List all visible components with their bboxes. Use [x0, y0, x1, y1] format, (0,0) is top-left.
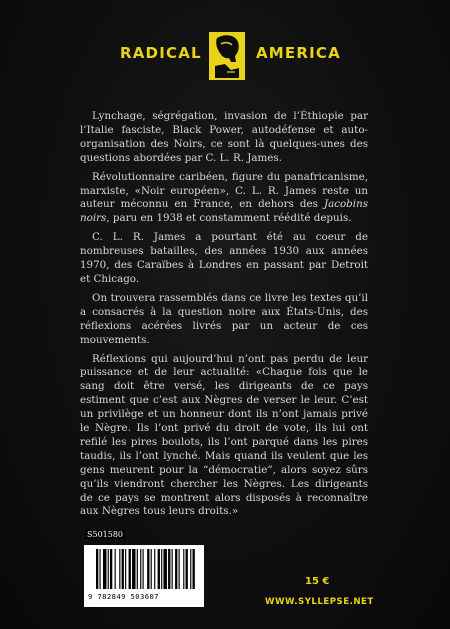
blurb-paragraph-4: On trouvera rassemblés dans ce livre les textes qu’il a consacrés à la question noire aux États-Unis, des réflexions acérées livrés par un acteur de ces mouvements. — [80, 291, 368, 346]
product-code: S501580 — [87, 530, 124, 539]
collection-header — [0, 32, 450, 78]
brand-radical: RADICAL — [120, 44, 202, 62]
blurb-paragraph-1: Lynchage, ségrégation, invasion de l’Éthiopie par l’Italie fasciste, Black Power, autodéfense et auto-organisation des Noirs, ce sont là quelques-unes des questions abordées par C. L. R. James. — [80, 110, 368, 164]
blurb-paragraph-3: C. L. R. James a pourtant été au coeur de nombreuses batailles, des années 1930 aux années 1970, des Caraïbes à Londres en passant par Detroit et Chicago. — [80, 231, 368, 285]
barcode — [84, 545, 204, 607]
barcode-bars — [96, 549, 196, 589]
price: 15 € — [305, 576, 330, 587]
publisher-website: WWW.SYLLEPSE.NET — [265, 597, 374, 607]
blurb-paragraph-5: Réflexions qui aujourd’hui n’ont pas perdu de leur puissance et de leur actualité: «Chaque fois que le sang doit être versé, les dirigeants de ce pays estiment que c’est aux Nègres de verser le leur. C’est un privilège et un honneur dont ils n’ont jamais privé le Nègre. Ils l’ont privé du droit de vote, ils lui ont refilé les pires boulots, ils l’ont parqué dans les pires taudis, ils l’ont lynché. Mais quand ils veulent que les gens meurent pour la “démocratie”, alors soyez sûrs qu’ils viendront chercher les Nègres. Les dirigeants de ce pays se montrent alors disposés à reconnaître aux Nègres tous leurs droits.» — [80, 352, 368, 518]
blurb-paragraph-2: Révolutionnaire caribéen, figure du panafricanisme, marxiste, «Noir européen», C. L. R. James reste un auteur méconnu en France, en dehors des Jacobins noirs, paru en 1938 et constamment réédité depuis. — [80, 170, 368, 225]
blurb-text — [80, 110, 368, 524]
book-title-italic: Jacobins noirs — [80, 198, 368, 225]
brand-america: AMERICA — [256, 44, 341, 62]
raised-fist-portrait-icon — [209, 32, 245, 80]
barcode-digits: 9 782849 503607 — [88, 592, 159, 601]
